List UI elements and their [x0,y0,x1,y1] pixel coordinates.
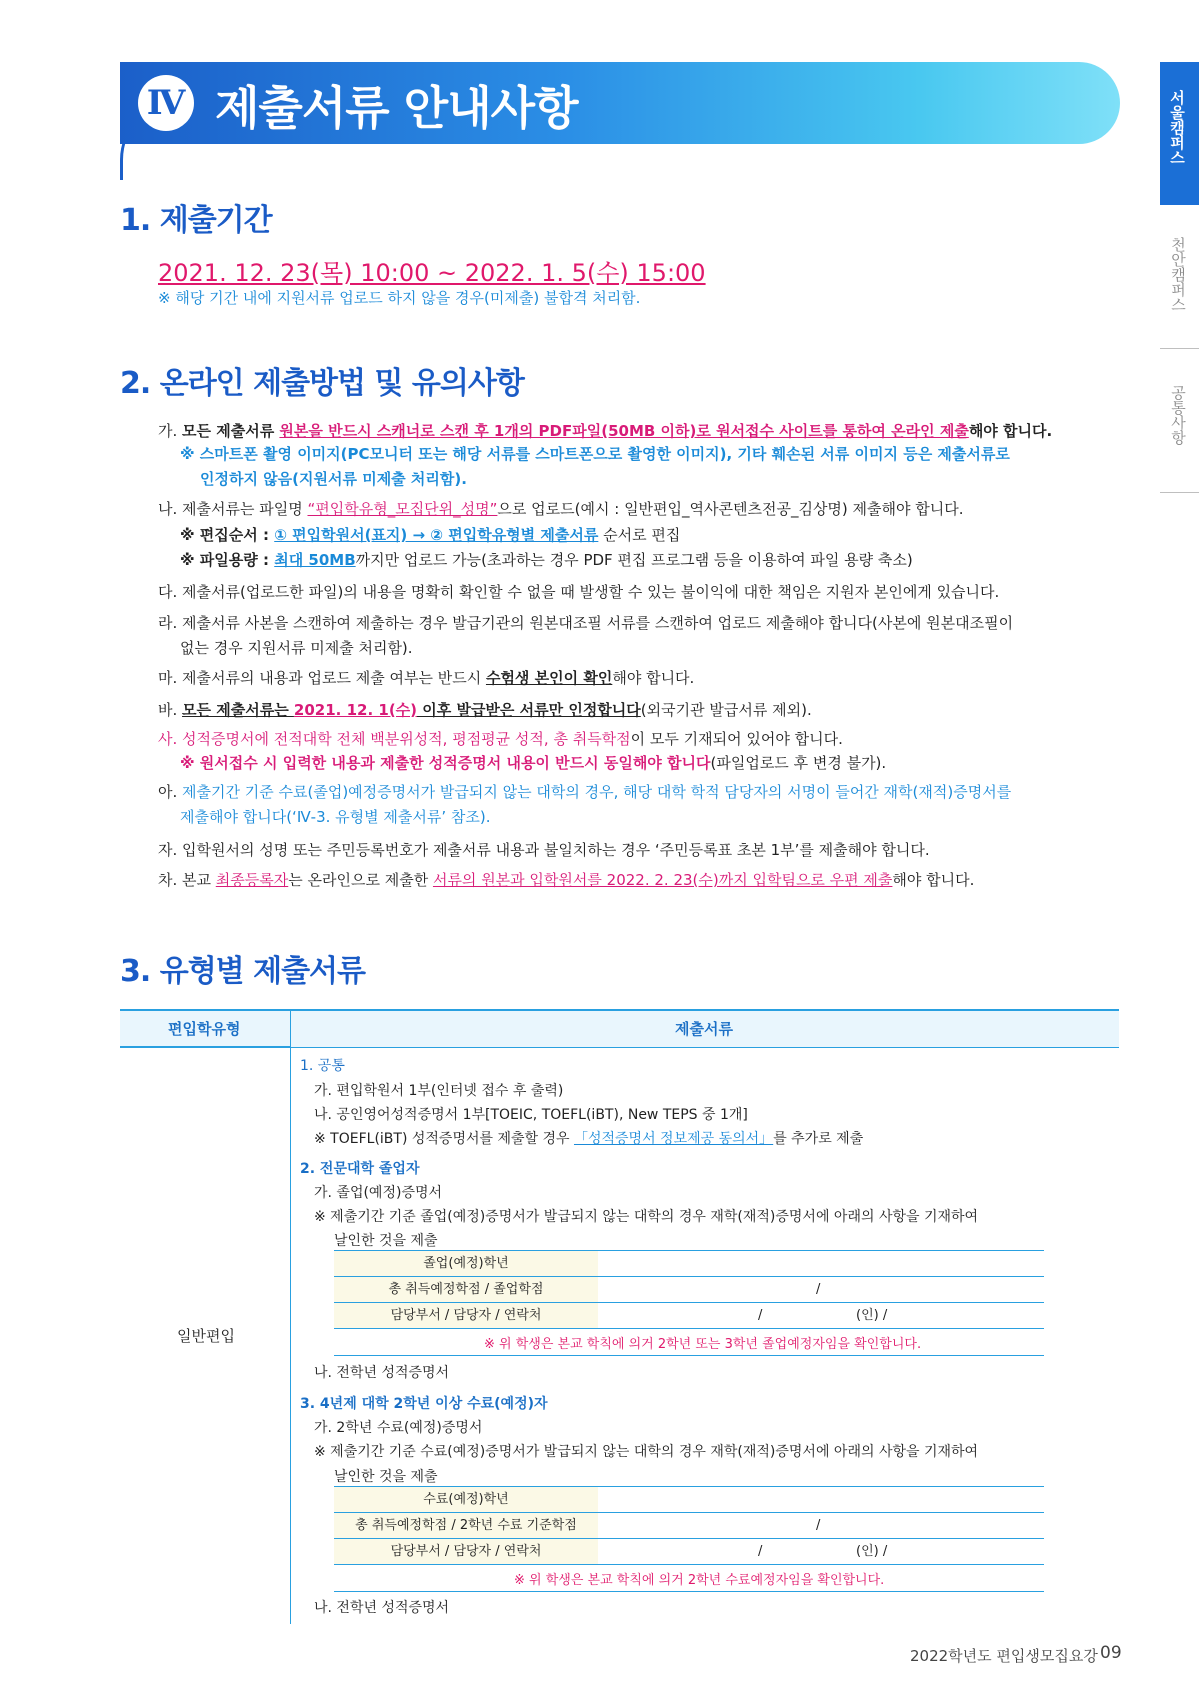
tab-cheonan-campus[interactable]: 천안캠퍼스 [1169,237,1187,312]
college-b: 나. 전학년 성적증명서 [314,1365,450,1381]
section-3-title: 3. 유형별 제출서류 [120,954,366,989]
item-sa: 사. 성적증명서에 전적대학 전체 백분위성적, 평점평균 성적, 총 취득학점이 모두 기재되어 있어야 합니다. [158,730,843,748]
university-title: 3. 4년제 대학 2학년 이상 수료(예정)자 [300,1396,548,1412]
table-row [334,1565,1044,1592]
college-form-table [334,1250,1044,1352]
common-a: 가. 편입학원서 1부(인터넷 접수 후 출력) [314,1083,564,1099]
item-na-size: ※ 파일용량 : 최대 50MB까지만 업로드 가능(초과하는 경우 PDF 편집 프로그램 등을 이용하여 파일 용량 축소) [180,551,913,569]
page-number: 09 [1100,1643,1122,1663]
table-header [120,1009,1119,1048]
submission-period: 2021. 12. 23(목) 10:00 ~ 2022. 1. 5(수) 15:00 [158,259,706,287]
item-sa-note: ※ 원서접수 시 입력한 내용과 제출한 성적증명서 내용이 반드시 동일해야 합니다(파일업로드 후 변경 불가). [180,754,887,772]
table-row [334,1303,1044,1329]
university-confirm-note: ※ 위 학생은 본교 학칙에 의거 2학년 수료예정자임을 확인합니다. [514,1573,885,1588]
period-note: ※ 해당 기간 내에 지원서류 업로드 하지 않을 경우(미제출) 불합격 처리함. [158,289,641,307]
page-title: 제출서류 안내사항 [215,81,578,135]
column-divider [290,1009,291,1624]
form-value: / [816,1282,821,1297]
table-row [334,1277,1044,1303]
university-b: 나. 전학년 성적증명서 [314,1600,450,1616]
item-ra-cont: 없는 경우 지원서류 미제출 처리함). [180,639,413,657]
type-cell-top [120,1046,290,1047]
form-label: 총 취득예정학점 / 졸업학점 [334,1277,598,1302]
form-value: / (인) / [758,1544,888,1559]
form-label: 수료(예정)학년 [334,1487,598,1512]
university-form-table [334,1486,1044,1588]
table-row [334,1329,1044,1356]
college-a: 가. 졸업(예정)증명서 [314,1185,443,1201]
table-row [334,1487,1044,1513]
section-2-title: 2. 온라인 제출방법 및 유의사항 [120,366,524,401]
common-c: ※ TOEFL(iBT) 성적증명서를 제출할 경우 「성적증명서 정보제공 동의서」를 추가로 제출 [314,1131,864,1147]
college-title: 2. 전문대학 졸업자 [300,1161,420,1177]
college-note: ※ 제출기간 기준 졸업(예정)증명서가 발급되지 않는 대학의 경우 재학(재적)증명서에 아래의 사항을 기재하여 [314,1209,979,1225]
table-row [334,1513,1044,1539]
form-value [598,1251,1044,1276]
common-b: 나. 공인영어성적증명서 1부[TOEIC, TOEFL(iBT), New TEPS 중 1개] [314,1107,748,1123]
university-a: 가. 2학년 수료(예정)증명서 [314,1420,483,1436]
form-label: 담당부서 / 담당자 / 연락처 [334,1303,598,1328]
col-header-type: 편입학유형 [168,1020,241,1038]
table-row [334,1539,1044,1565]
item-da: 다. 제출서류(업로드한 파일)의 내용을 명확히 확인할 수 없을 때 발생할 수 있는 불이익에 대한 책임은 지원자 본인에게 있습니다. [158,583,1000,601]
item-na-order: ※ 편집순서 : ① 편입학원서(표지) → ② 편입학유형별 제출서류 순서로 편집 [180,526,681,544]
item-na: 나. 제출서류는 파일명 “편입학유형_모집단위_성명”으로 업로드(예시 : 일반편입_역사콘텐츠전공_김상명) 제출해야 합니다. [158,500,964,518]
table-row [334,1251,1044,1277]
tab-divider [1160,492,1199,493]
form-label: 총 취득예정학점 / 2학년 수료 기준학점 [334,1513,598,1538]
college-confirm-note: ※ 위 학생은 본교 학칙에 의거 2학년 또는 3학년 졸업예정자임을 확인합니다. [484,1337,922,1352]
university-note-cont: 날인한 것을 제출 [334,1469,438,1485]
form-label: 담당부서 / 담당자 / 연락처 [334,1539,598,1564]
university-note: ※ 제출기간 기준 수료(예정)증명서가 발급되지 않는 대학의 경우 재학(재적)증명서에 아래의 사항을 기재하여 [314,1444,979,1460]
college-note-cont: 날인한 것을 제출 [334,1233,438,1249]
type-general: 일반편입 [177,1327,235,1345]
section-number-badge: Ⅳ [138,75,194,131]
tab-seoul-label[interactable]: 서울캠퍼스 [1168,90,1186,165]
common-title: 1. 공통 [300,1058,345,1074]
item-ra: 라. 제출서류 사본을 스캔하여 제출하는 경우 발급기관의 원본대조필 서류를 스캔하여 업로드 제출해야 합니다(사본에 원본대조필이 [158,614,1014,632]
form-value: / (인) / [758,1308,888,1323]
item-ga-note-cont: 인정하지 않음(지원서류 미제출 처리함). [200,470,467,488]
footer-title: 2022학년도 편입생모집요강 [910,1647,1098,1665]
tab-common[interactable]: 공통사항 [1169,385,1187,445]
item-cha: 차. 본교 최종등록자는 온라인으로 제출한 서류의 원본과 입학원서를 2022. 2. 23(수)까지 입학팀으로 우편 제출해야 합니다. [158,871,975,889]
item-a: 아. 제출기간 기준 수료(졸업)예정증명서가 발급되지 않는 대학의 경우, 해당 대학 학적 담당자의 서명이 들어간 재학(재적)증명서를 [158,783,1012,801]
item-ja: 자. 입학원서의 성명 또는 주민등록번호가 제출서류 내용과 불일치하는 경우 ‘주민등록표 초본 1부’를 제출해야 합니다. [158,841,930,859]
item-ma: 마. 제출서류의 내용과 업로드 제출 여부는 반드시 수험생 본인이 확인해야 합니다. [158,669,695,687]
item-ga-note: ※ 스마트폰 촬영 이미지(PC모니터 또는 해당 서류를 스마트폰으로 촬영한 이미지), 기타 훼손된 서류 이미지 등은 제출서류로 [180,445,1010,463]
form-label: 졸업(예정)학년 [334,1251,598,1276]
item-ba: 바. 모든 제출서류는 2021. 12. 1(수) 이후 발급받은 서류만 인정합니다(외국기관 발급서류 제외). [158,701,812,719]
section-1-title: 1. 제출기간 [120,203,272,238]
tab-divider [1160,348,1199,349]
col-header-docs: 제출서류 [675,1020,733,1038]
form-value: / [816,1518,821,1533]
item-a-cont: 제출해야 합니다(‘Ⅳ-3. 유형별 제출서류’ 참조). [180,808,491,826]
item-ga: 가. 모든 제출서류 원본을 반드시 스캐너로 스캔 후 1개의 PDF파일(50MB 이하)로 원서접수 사이트를 통하여 온라인 제출해야 합니다. [158,422,1053,440]
form-value [598,1487,1044,1512]
